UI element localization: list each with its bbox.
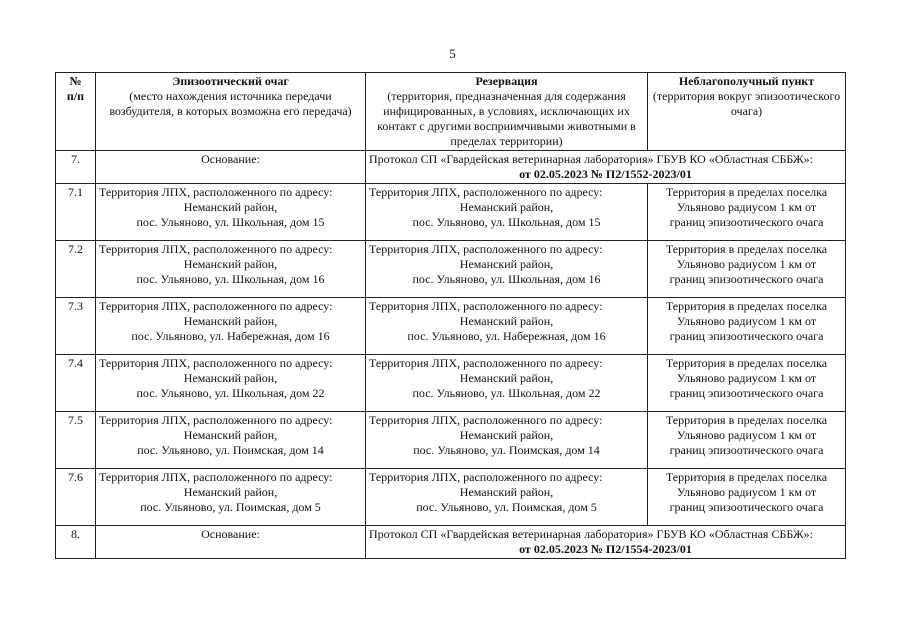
reserve-line2: Неманский район,	[459, 200, 554, 214]
row-num: 7.5	[56, 412, 96, 469]
focus-line3: пос. Ульяново, ул. Школьная, дом 16	[136, 272, 325, 286]
focus-line1: Территория ЛПХ, расположенного по адресу:	[99, 185, 333, 199]
reserve-line1: Территория ЛПХ, расположенного по адресу:	[369, 242, 603, 256]
header-num-label: № п/п	[66, 74, 85, 103]
basis-label: Основание:	[96, 151, 366, 184]
zone-line2: Ульяново радиусом 1 км от	[676, 314, 817, 328]
header-reserve-title: Резервация	[475, 74, 538, 88]
reserve-cell	[366, 355, 648, 412]
zone-cell	[648, 355, 846, 412]
row-num: 7.6	[56, 469, 96, 526]
header-reserve-desc: (территория, предназначенная для содержания инфицированных, в условиях, исключающих их контакт с другими восприимчивыми животными в пределах территории)	[377, 89, 636, 148]
reserve-line2: Неманский район,	[459, 257, 554, 271]
focus-cell	[96, 298, 366, 355]
reserve-line3: пос. Ульяново, ул. Поимская, дом 5	[416, 500, 597, 514]
row-num: 7.1	[56, 184, 96, 241]
zone-line2: Ульяново радиусом 1 км от	[676, 257, 817, 271]
header-zone	[648, 73, 846, 151]
zone-line1: Территория в пределах поселка	[665, 356, 828, 370]
zone-line3: границ эпизоотического очага	[669, 272, 824, 286]
header-focus-title: Эпизоотический очаг	[172, 74, 289, 88]
focus-line3: пос. Ульяново, ул. Поимская, дом 5	[140, 500, 321, 514]
table-header-row	[56, 73, 846, 151]
basis-label: Основание:	[96, 526, 366, 559]
protocol-text: Протокол СП «Гвардейская ветеринарная лаборатория» ГБУВ КО «Областная СББЖ»:	[369, 527, 814, 541]
reserve-line2: Неманский район,	[459, 485, 554, 499]
focus-cell	[96, 241, 366, 298]
reserve-cell	[366, 298, 648, 355]
reserve-line1: Территория ЛПХ, расположенного по адресу:	[369, 299, 603, 313]
quarantine-table	[55, 72, 846, 559]
zone-line1: Территория в пределах поселка	[665, 242, 828, 256]
reserve-line3: пос. Ульяново, ул. Поимская, дом 14	[413, 443, 600, 457]
reserve-line2: Неманский район,	[459, 314, 554, 328]
focus-line2: Неманский район,	[183, 200, 278, 214]
table-row	[56, 241, 846, 298]
reserve-line3: пос. Ульяново, ул. Школьная, дом 15	[412, 215, 601, 229]
reserve-cell	[366, 184, 648, 241]
reserve-line3: пос. Ульяново, ул. Набережная, дом 16	[407, 329, 606, 343]
table-row	[56, 298, 846, 355]
zone-cell	[648, 412, 846, 469]
zone-line2: Ульяново радиусом 1 км от	[676, 371, 817, 385]
row-num: 7.4	[56, 355, 96, 412]
focus-line1: Территория ЛПХ, расположенного по адресу:	[99, 299, 333, 313]
protocol-text: Протокол СП «Гвардейская ветеринарная лаборатория» ГБУВ КО «Областная СББЖ»:	[369, 152, 814, 166]
row-num: 7.2	[56, 241, 96, 298]
page-number: 5	[449, 46, 456, 61]
header-zone-desc: (территория вокруг эпизоотического очага)	[652, 89, 841, 118]
reserve-cell	[366, 469, 648, 526]
focus-cell	[96, 184, 366, 241]
reserve-line1: Территория ЛПХ, расположенного по адресу:	[369, 185, 603, 199]
header-focus	[96, 73, 366, 151]
header-zone-title: Неблагополучный пункт	[678, 74, 815, 88]
focus-line1: Территория ЛПХ, расположенного по адресу:	[99, 242, 333, 256]
basis-row	[56, 526, 846, 559]
zone-cell	[648, 241, 846, 298]
table-row	[56, 412, 846, 469]
zone-cell	[648, 298, 846, 355]
zone-line1: Территория в пределах поселка	[665, 299, 828, 313]
basis-num: 7.	[56, 151, 96, 184]
row-num: 7.3	[56, 298, 96, 355]
zone-line1: Территория в пределах поселка	[665, 185, 828, 199]
focus-line3: пос. Ульяново, ул. Набережная, дом 16	[131, 329, 330, 343]
focus-cell	[96, 355, 366, 412]
zone-line2: Ульяново радиусом 1 км от	[676, 485, 817, 499]
reserve-line1: Территория ЛПХ, расположенного по адресу:	[369, 470, 603, 484]
protocol-number: от 02.05.2023 № П2/1554-2023/01	[519, 542, 692, 556]
table-row	[56, 184, 846, 241]
reserve-cell	[366, 412, 648, 469]
focus-cell	[96, 469, 366, 526]
focus-line1: Территория ЛПХ, расположенного по адресу:	[99, 356, 333, 370]
table-row	[56, 355, 846, 412]
zone-line1: Территория в пределах поселка	[665, 413, 828, 427]
header-num	[56, 73, 96, 151]
zone-line2: Ульяново радиусом 1 км от	[676, 428, 817, 442]
zone-line3: границ эпизоотического очага	[669, 443, 824, 457]
zone-line2: Ульяново радиусом 1 км от	[676, 200, 817, 214]
zone-cell	[648, 184, 846, 241]
reserve-line2: Неманский район,	[459, 428, 554, 442]
focus-line3: пос. Ульяново, ул. Школьная, дом 22	[136, 386, 325, 400]
focus-line2: Неманский район,	[183, 257, 278, 271]
header-reserve	[366, 73, 648, 151]
focus-line2: Неманский район,	[183, 485, 278, 499]
focus-line1: Территория ЛПХ, расположенного по адресу:	[99, 413, 333, 427]
zone-line3: границ эпизоотического очага	[669, 500, 824, 514]
reserve-line2: Неманский район,	[459, 371, 554, 385]
table-row	[56, 469, 846, 526]
focus-line2: Неманский район,	[183, 371, 278, 385]
zone-line1: Территория в пределах поселка	[665, 470, 828, 484]
protocol-number: от 02.05.2023 № П2/1552-2023/01	[519, 167, 692, 181]
basis-protocol	[366, 526, 846, 559]
zone-line3: границ эпизоотического очага	[669, 215, 824, 229]
header-focus-desc: (место нахождения источника передачи возбудителя, в которых возможна его передача)	[109, 89, 352, 118]
focus-line3: пос. Ульяново, ул. Поимская, дом 14	[137, 443, 324, 457]
basis-protocol	[366, 151, 846, 184]
zone-line3: границ эпизоотического очага	[669, 386, 824, 400]
focus-line2: Неманский район,	[183, 428, 278, 442]
reserve-line1: Территория ЛПХ, расположенного по адресу:	[369, 413, 603, 427]
reserve-line3: пос. Ульяново, ул. Школьная, дом 16	[412, 272, 601, 286]
basis-num: 8.	[56, 526, 96, 559]
reserve-line1: Территория ЛПХ, расположенного по адресу:	[369, 356, 603, 370]
zone-cell	[648, 469, 846, 526]
basis-row	[56, 151, 846, 184]
focus-line1: Территория ЛПХ, расположенного по адресу:	[99, 470, 333, 484]
table-body	[56, 151, 846, 559]
reserve-cell	[366, 241, 648, 298]
focus-line2: Неманский район,	[183, 314, 278, 328]
focus-line3: пос. Ульяново, ул. Школьная, дом 15	[136, 215, 325, 229]
reserve-line3: пос. Ульяново, ул. Школьная, дом 22	[412, 386, 601, 400]
focus-cell	[96, 412, 366, 469]
zone-line3: границ эпизоотического очага	[669, 329, 824, 343]
